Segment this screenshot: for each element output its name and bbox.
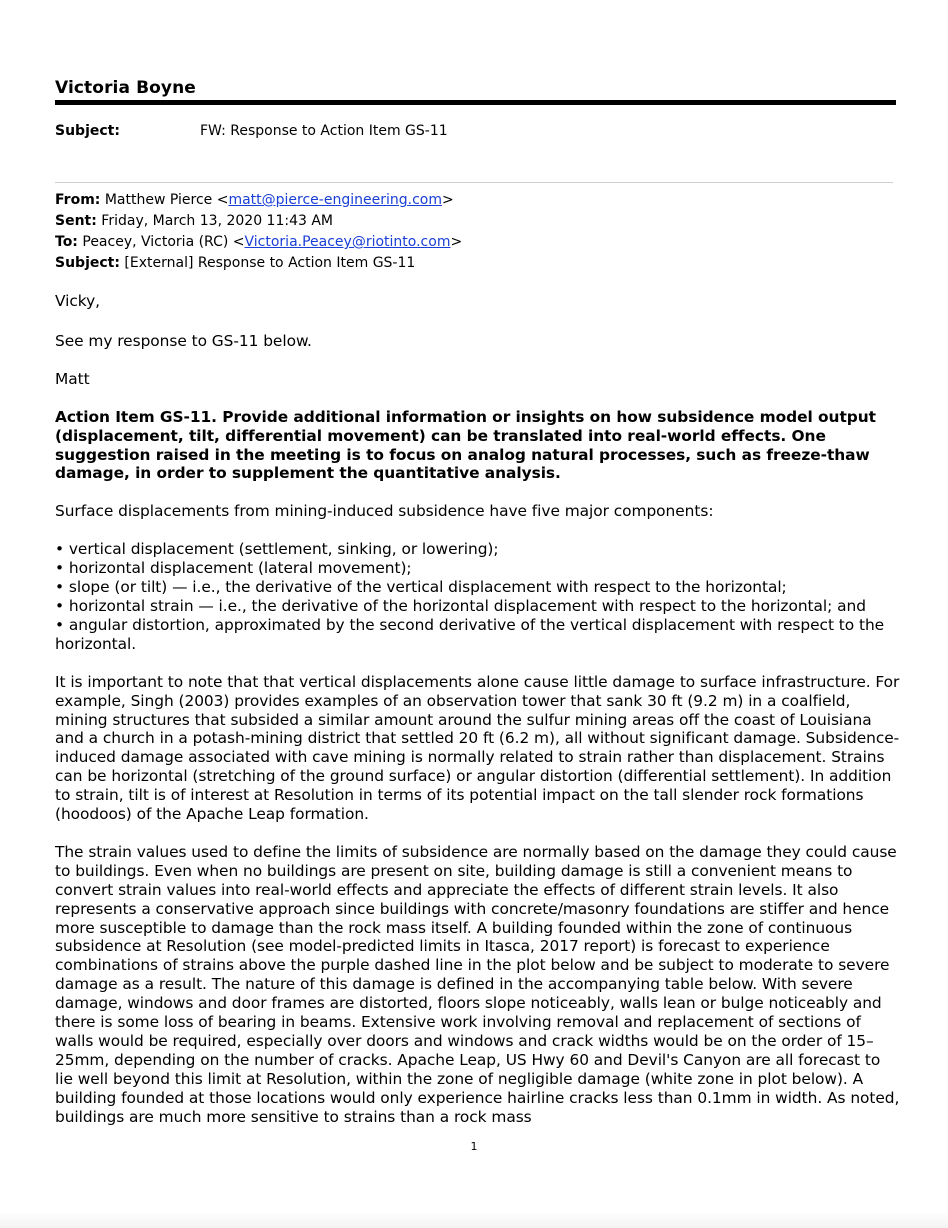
from-label: From: [55,192,101,208]
forwarded-subject-row [55,253,895,274]
sent-value: Friday, March 13, 2020 11:43 AM [101,213,334,229]
to-name: Peacey, Victoria (RC) < [82,234,245,250]
list-item: • horizontal displacement (lateral movement); [55,559,412,578]
signoff: Matt [55,369,90,388]
forwarded-headers [55,190,895,274]
list-item: • slope (or tilt) — i.e., the derivative of the vertical displacement with respect to the horizontal; [55,578,787,597]
page-bottom-edge [0,1212,948,1228]
to-email-link[interactable]: Victoria.Peacey@riotinto.com [244,234,451,250]
list-item: • vertical displacement (settlement, sinking, or lowering); [55,540,499,559]
page-number: 1 [470,1140,478,1153]
forward-divider [55,182,893,183]
sender-name: Victoria Boyne [55,78,196,98]
intro-line: See my response to GS-11 below. [55,331,312,350]
subject-value: FW: Response to Action Item GS-11 [200,123,448,139]
to-row [55,232,895,253]
components-list [55,540,900,653]
from-row [55,190,895,211]
header-divider [55,100,896,105]
forwarded-subject-value: [External] Response to Action Item GS-11 [124,255,416,271]
from-close: > [441,192,454,208]
greeting: Vicky, [55,292,100,310]
components-intro: Surface displacements from mining-induced subsidence have five major components: [55,502,714,521]
list-item: • horizontal strain — i.e., the derivative of the horizontal displacement with respect to the horizontal; and [55,596,866,615]
action-item-heading: Action Item GS-11. Provide additional information or insights on how subsidence model output (displacement, tilt, differential movement) can be translated into real-world effects. One suggestion raised in the meeting is to focus on analog natural processes, such as freeze-thaw damage, in order to supplement the quantitative analysis. [55,407,876,483]
forwarded-subject-label: Subject: [55,255,120,271]
to-close: > [450,234,463,250]
to-label: To: [55,234,78,250]
from-name: Matthew Pierce < [104,192,229,208]
paragraph-strain-values: The strain values used to define the limits of subsidence are normally based on the damage they could cause to buildings. Even when no buildings are present on site, building damage is still a convenient means to convert strain values into real-world effects and appreciate the effects of different strain levels. It also represents a conservative approach since buildings with concrete/masonry foundations are stiffer and hence more susceptible to damage than the rock mass itself. A building founded within the zone of continuous subsidence at Resolution (see model-predicted limits in Itasca, 2017 report) is forecast to experience combinations of strains above the purple dashed line in the plot below and be subject to moderate to severe damage as a result. The nature of this damage is defined in the accompanying table below. With severe damage, windows and door frames are distorted, floors slope noticeably, walls lean or bulge noticeably and there is some loss of bearing in beams. Extensive work involving removal and replacement of sections of walls would be required, especially over doors and windows and crack widths would be on the order of 15–25mm, depending on the number of cracks. Apache Leap, US Hwy 60 and Devil's Canyon are all forecast to lie well beyond this limit at Resolution, within the zone of negligible damage (white zone in plot below). A building founded at those locations would only experience hairline cracks less than 0.1mm in width. As noted, buildings are much more sensitive to strains than a rock mass [55,842,900,1126]
subject-label: Subject: [55,123,120,139]
sent-label: Sent: [55,213,97,229]
list-item: • angular distortion, approximated by the second derivative of the vertical displacement with respect to the horizontal. [55,615,885,653]
sent-row [55,211,895,232]
from-email-link[interactable]: matt@pierce-engineering.com [228,192,442,208]
email-body [55,292,900,1127]
paragraph-vertical-displacement: It is important to note that that vertical displacements alone cause little damage to surface infrastructure. For example, Singh (2003) provides examples of an observation tower that sank 30 ft (9.2 m) in a coalfield, mining structures that subsided a similar amount around the sulfur mining areas off the coast of Louisiana and a church in a potash-mining district that settled 20 ft (6.2 m), all without significant damage. Subsidence-induced damage associated with cave mining is normally related to strain rather than displacement. Strains can be horizontal (stretching of the ground surface) or angular distortion (differential settlement). In addition to strain, tilt is of interest at Resolution in terms of its potential impact on the tall slender rock formations (hoodoos) of the Apache Leap formation. [55,672,900,824]
